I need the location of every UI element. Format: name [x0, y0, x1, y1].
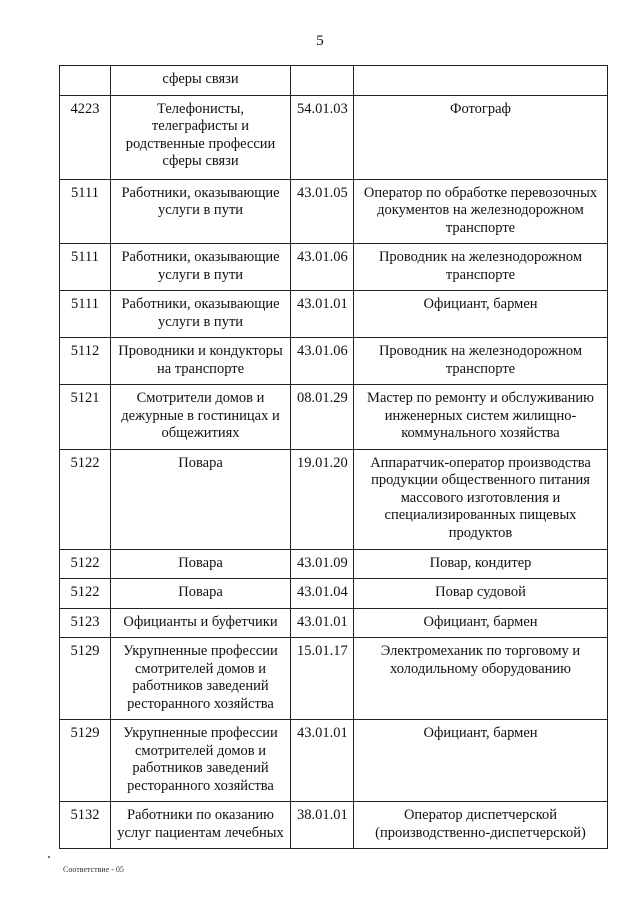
- table-row: [60, 638, 608, 720]
- specialty-name-cell: Повар, кондитер: [354, 549, 608, 579]
- profession-cell: сферы связи: [111, 66, 291, 96]
- profession-cell: Официанты и буфетчики: [111, 608, 291, 638]
- table-row: [60, 449, 608, 549]
- table-row: [60, 291, 608, 338]
- specialty-name-cell: Оператор диспетчерской (производственно-диспетчерской): [354, 802, 608, 849]
- table-row: [60, 720, 608, 802]
- profession-cell: Повара: [111, 449, 291, 549]
- code-cell: 5111: [60, 244, 111, 291]
- code-cell: [60, 66, 111, 96]
- code-cell: 5122: [60, 549, 111, 579]
- footer-note: Соответствие - 05: [63, 865, 124, 874]
- specialty-code-cell: 43.01.06: [291, 244, 354, 291]
- table-row: [60, 338, 608, 385]
- table-row: [60, 244, 608, 291]
- specialty-code-cell: 43.01.06: [291, 338, 354, 385]
- table-row: [60, 385, 608, 450]
- specialty-name-cell: Официант, бармен: [354, 291, 608, 338]
- specialty-code-cell: 15.01.17: [291, 638, 354, 720]
- specialty-name-cell: Повар судовой: [354, 579, 608, 609]
- code-cell: 5129: [60, 638, 111, 720]
- specialty-name-cell: [354, 66, 608, 96]
- code-cell: 5121: [60, 385, 111, 450]
- profession-cell: Работники, оказывающие услуги в пути: [111, 291, 291, 338]
- code-cell: 5129: [60, 720, 111, 802]
- profession-cell: Повара: [111, 579, 291, 609]
- table-body: [60, 66, 608, 849]
- table-row: [60, 802, 608, 849]
- page-number: 5: [316, 33, 324, 49]
- table-row: [60, 179, 608, 244]
- profession-cell: Укрупненные профессии смотрителей домов и работников заведений ресторанного хозяйства: [111, 638, 291, 720]
- code-cell: 5123: [60, 608, 111, 638]
- table-row: [60, 579, 608, 609]
- specialty-name-cell: Официант, бармен: [354, 608, 608, 638]
- code-cell: 4223: [60, 95, 111, 179]
- profession-cell: Укрупненные профессии смотрителей домов и работников заведений ресторанного хозяйства: [111, 720, 291, 802]
- code-cell: 5132: [60, 802, 111, 849]
- specialty-code-cell: [291, 66, 354, 96]
- specialty-name-cell: Проводник на железнодорожном транспорте: [354, 338, 608, 385]
- specialty-code-cell: 43.01.04: [291, 579, 354, 609]
- specialty-code-cell: 19.01.20: [291, 449, 354, 549]
- code-cell: 5122: [60, 449, 111, 549]
- specialty-code-cell: 43.01.01: [291, 608, 354, 638]
- code-cell: 5111: [60, 291, 111, 338]
- profession-cell: Телефонисты, телеграфисты и родственные профессии сферы связи: [111, 95, 291, 179]
- profession-cell: Повара: [111, 549, 291, 579]
- specialty-name-cell: Фотограф: [354, 95, 608, 179]
- table-row: [60, 66, 608, 96]
- code-cell: 5122: [60, 579, 111, 609]
- profession-table: [59, 65, 608, 849]
- specialty-code-cell: 43.01.01: [291, 720, 354, 802]
- profession-cell: Работники, оказывающие услуги в пути: [111, 179, 291, 244]
- specialty-code-cell: 38.01.01: [291, 802, 354, 849]
- specialty-code-cell: 54.01.03: [291, 95, 354, 179]
- specialty-name-cell: Официант, бармен: [354, 720, 608, 802]
- specialty-code-cell: 08.01.29: [291, 385, 354, 450]
- profession-cell: Работники по оказанию услуг пациентам лечебных: [111, 802, 291, 849]
- profession-cell: Проводники и кондукторы на транспорте: [111, 338, 291, 385]
- specialty-name-cell: Электромеханик по торговому и холодильному оборудованию: [354, 638, 608, 720]
- specialty-code-cell: 43.01.09: [291, 549, 354, 579]
- specialty-name-cell: Оператор по обработке перевозочных документов на железнодорожном транспорте: [354, 179, 608, 244]
- specialty-code-cell: 43.01.05: [291, 179, 354, 244]
- specialty-name-cell: Проводник на железнодорожном транспорте: [354, 244, 608, 291]
- specialty-name-cell: Мастер по ремонту и обслуживанию инженерных систем жилищно-коммунального хозяйства: [354, 385, 608, 450]
- table-row: [60, 608, 608, 638]
- scan-dot: [48, 856, 50, 858]
- specialty-code-cell: 43.01.01: [291, 291, 354, 338]
- profession-cell: Смотрители домов и дежурные в гостиницах и общежитиях: [111, 385, 291, 450]
- code-cell: 5111: [60, 179, 111, 244]
- table-row: [60, 549, 608, 579]
- table-row: [60, 95, 608, 179]
- specialty-name-cell: Аппаратчик-оператор производства продукции общественного питания массового изготовления и специализированных пищевых продуктов: [354, 449, 608, 549]
- code-cell: 5112: [60, 338, 111, 385]
- profession-cell: Работники, оказывающие услуги в пути: [111, 244, 291, 291]
